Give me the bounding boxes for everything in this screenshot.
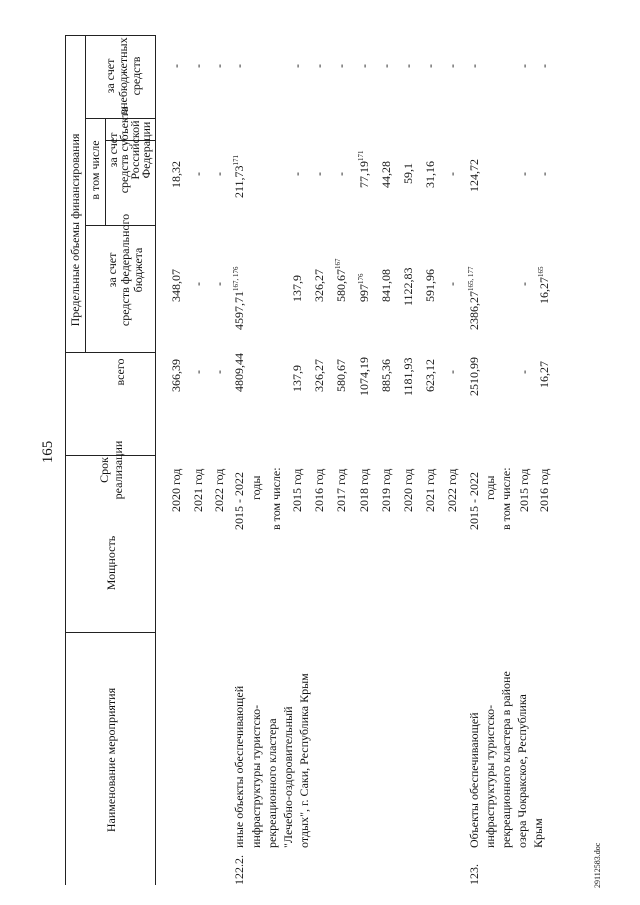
row-extra: -: [445, 64, 459, 68]
item-summary-extra: -: [467, 64, 481, 68]
header-total: всего: [113, 358, 127, 386]
item-name-line: иные объекты обеспечивающей: [232, 685, 246, 848]
row-subject: -: [212, 172, 226, 176]
subject-value: 44,28: [379, 161, 393, 188]
row-federal: [424, 269, 436, 302]
header-bottom-line: [155, 35, 156, 885]
row-subject: [358, 151, 370, 189]
row-federal: [291, 275, 303, 302]
row-extra: -: [423, 64, 437, 68]
row-extra: -: [169, 64, 183, 68]
row-total: 885,36: [379, 359, 393, 392]
funding-title-line: [85, 35, 86, 352]
name-column-line: [65, 632, 155, 633]
row-federal: [380, 269, 392, 302]
header-subject-line4: Федерации: [139, 121, 153, 179]
page-number: 165: [40, 440, 56, 464]
row-extra: -: [312, 64, 326, 68]
federal-value: 137,9: [290, 275, 304, 302]
period-column-line: [65, 352, 155, 353]
row-period: 2016 год: [537, 468, 551, 512]
row-total: 1181,93: [401, 357, 415, 396]
footnote-ref: 171: [232, 154, 240, 166]
federal-value: 591,96: [423, 269, 437, 302]
footnote-ref: 167, 176: [232, 266, 240, 291]
row-period: 2018 год: [357, 468, 371, 512]
row-total: 580,67: [334, 359, 348, 392]
subject-value: 31,16: [423, 161, 437, 188]
item-summary-federal: [468, 267, 480, 331]
row-extra: -: [212, 64, 226, 68]
row-subject: [380, 161, 392, 188]
item-name-line: рекреационного кластера: [265, 718, 279, 848]
header-federal-line3: бюджета: [131, 247, 145, 293]
row-total: 1074,19: [357, 357, 371, 396]
item-summary-total: 2510,99: [467, 357, 481, 396]
federal-value: 1122,83: [401, 267, 415, 306]
row-total: -: [191, 370, 205, 374]
item-name-line: "Лечебно-оздоровительный: [281, 706, 295, 848]
row-federal: -: [212, 282, 226, 286]
row-extra: -: [379, 64, 393, 68]
item-summary-period-line2: годы: [249, 475, 263, 500]
federal-value: 16,27: [537, 277, 551, 304]
item-name-line: отдых", г. Саки, Республика Крым: [297, 673, 311, 848]
item-name-line: озера Чокракское, Республика: [515, 694, 529, 848]
row-subject: -: [290, 172, 304, 176]
row-extra: -: [517, 64, 531, 68]
header-extra-line3: средств: [129, 56, 143, 96]
row-period: 2019 год: [379, 468, 393, 512]
subject-value: 124,72: [467, 159, 481, 192]
row-period: 2022 год: [445, 468, 459, 512]
subject-value: 77,19: [357, 161, 371, 188]
footnote-ref: 176: [357, 273, 365, 284]
header-subject-line2: средств субъекта: [117, 106, 131, 194]
header-extra-line2: внебюджетных: [116, 37, 130, 115]
row-period: 2015 год: [290, 468, 304, 512]
row-federal: -: [191, 282, 205, 286]
federal-value: 580,67: [334, 269, 348, 302]
row-period: 2017 год: [334, 468, 348, 512]
row-subject: [402, 163, 414, 184]
item-summary-period-line1: 2015 - 2022: [467, 472, 481, 530]
table-left-border: [65, 35, 66, 885]
federal-value: 841,08: [379, 269, 393, 302]
row-period: 2020 год: [401, 468, 415, 512]
row-extra: -: [357, 64, 371, 68]
row-period: 2021 год: [423, 468, 437, 512]
row-federal: -: [517, 282, 531, 286]
row-period: 2022 год: [212, 468, 226, 512]
row-period: 2020 год: [169, 468, 183, 512]
row-subject: [424, 161, 436, 188]
row-period: 2021 год: [191, 468, 205, 512]
header-subject-line1: за счет: [106, 132, 120, 168]
including-label: в том числе:: [499, 467, 513, 530]
row-total: 16,27: [537, 361, 551, 388]
footnote-ref: 165, 177: [467, 266, 475, 291]
row-total: -: [517, 370, 531, 374]
row-subject: -: [191, 172, 205, 176]
footnote-ref: 165: [537, 266, 545, 277]
item-summary-period-line2: годы: [483, 475, 497, 500]
row-extra: -: [191, 64, 205, 68]
header-capacity: Мощность: [104, 535, 118, 591]
footnote-ref: 167: [334, 258, 342, 269]
row-total: 137,9: [290, 365, 304, 392]
header-period-line1: Срок: [97, 457, 111, 483]
item-summary-subject: [468, 159, 480, 192]
capacity-column-line: [65, 455, 155, 456]
row-federal: [358, 274, 370, 303]
row-extra: -: [290, 64, 304, 68]
item-name-line: Крым: [531, 818, 545, 848]
including-label: в том числе:: [269, 467, 283, 530]
row-federal: [538, 267, 550, 305]
row-subject: -: [312, 172, 326, 176]
federal-value: 997: [357, 284, 371, 302]
item-summary-federal: [233, 267, 245, 331]
subject-value: 59,1: [401, 163, 415, 184]
row-federal: [335, 259, 347, 303]
footer-filename: 29112583.doc: [593, 842, 602, 888]
item-name-line: рекреационного кластера в районе: [499, 671, 513, 848]
row-federal: [313, 269, 325, 302]
item-summary-extra: -: [232, 64, 246, 68]
row-subject: -: [445, 172, 459, 176]
item-number: 123.: [467, 864, 481, 885]
row-subject: -: [517, 172, 531, 176]
row-federal: [402, 267, 414, 306]
row-subject: 18,32: [169, 161, 183, 188]
row-federal: 348,07: [169, 269, 183, 302]
header-extra-line1: за счет: [103, 58, 117, 94]
row-subject: -: [537, 172, 551, 176]
header-name: Наименование мероприятия: [104, 687, 118, 833]
row-period: 2016 год: [312, 468, 326, 512]
header-subject-line3: Российской: [128, 120, 142, 180]
item-summary-total: 4809,44: [232, 353, 246, 392]
row-total: -: [212, 370, 226, 374]
federal-value: 4597,71: [232, 291, 246, 330]
item-name-line: Объекты обеспечивающей: [467, 712, 481, 848]
header-period-line2: реализации: [111, 440, 125, 500]
row-federal: -: [445, 282, 459, 286]
header-funding-title: Предельные объемы финансирования: [68, 133, 82, 327]
item-number: 122.2.: [232, 855, 246, 885]
row-subject: -: [334, 172, 348, 176]
item-name-line: инфраструктуры туристско-: [249, 704, 263, 848]
row-total: 326,27: [312, 359, 326, 392]
header-federal-line2: средств федерального: [118, 213, 132, 327]
header-including: в том числе: [88, 140, 102, 200]
item-name-line: инфраструктуры туристско-: [483, 704, 497, 848]
footnote-ref: 171: [357, 150, 365, 161]
subject-value: 211,73: [232, 165, 246, 198]
header-federal-line1: за счет: [105, 252, 119, 288]
item-summary-period-line1: 2015 - 2022: [232, 472, 246, 530]
row-extra: -: [537, 64, 551, 68]
federal-value: 326,27: [312, 269, 326, 302]
row-total: -: [445, 370, 459, 374]
federal-value: 2386,27: [467, 291, 481, 330]
header-top-line: [65, 35, 155, 36]
item-summary-subject: [233, 155, 245, 198]
row-extra: -: [401, 64, 415, 68]
row-total: 366,39: [169, 359, 183, 392]
row-total: 623,12: [423, 359, 437, 392]
row-extra: -: [334, 64, 348, 68]
row-period: 2015 год: [517, 468, 531, 512]
